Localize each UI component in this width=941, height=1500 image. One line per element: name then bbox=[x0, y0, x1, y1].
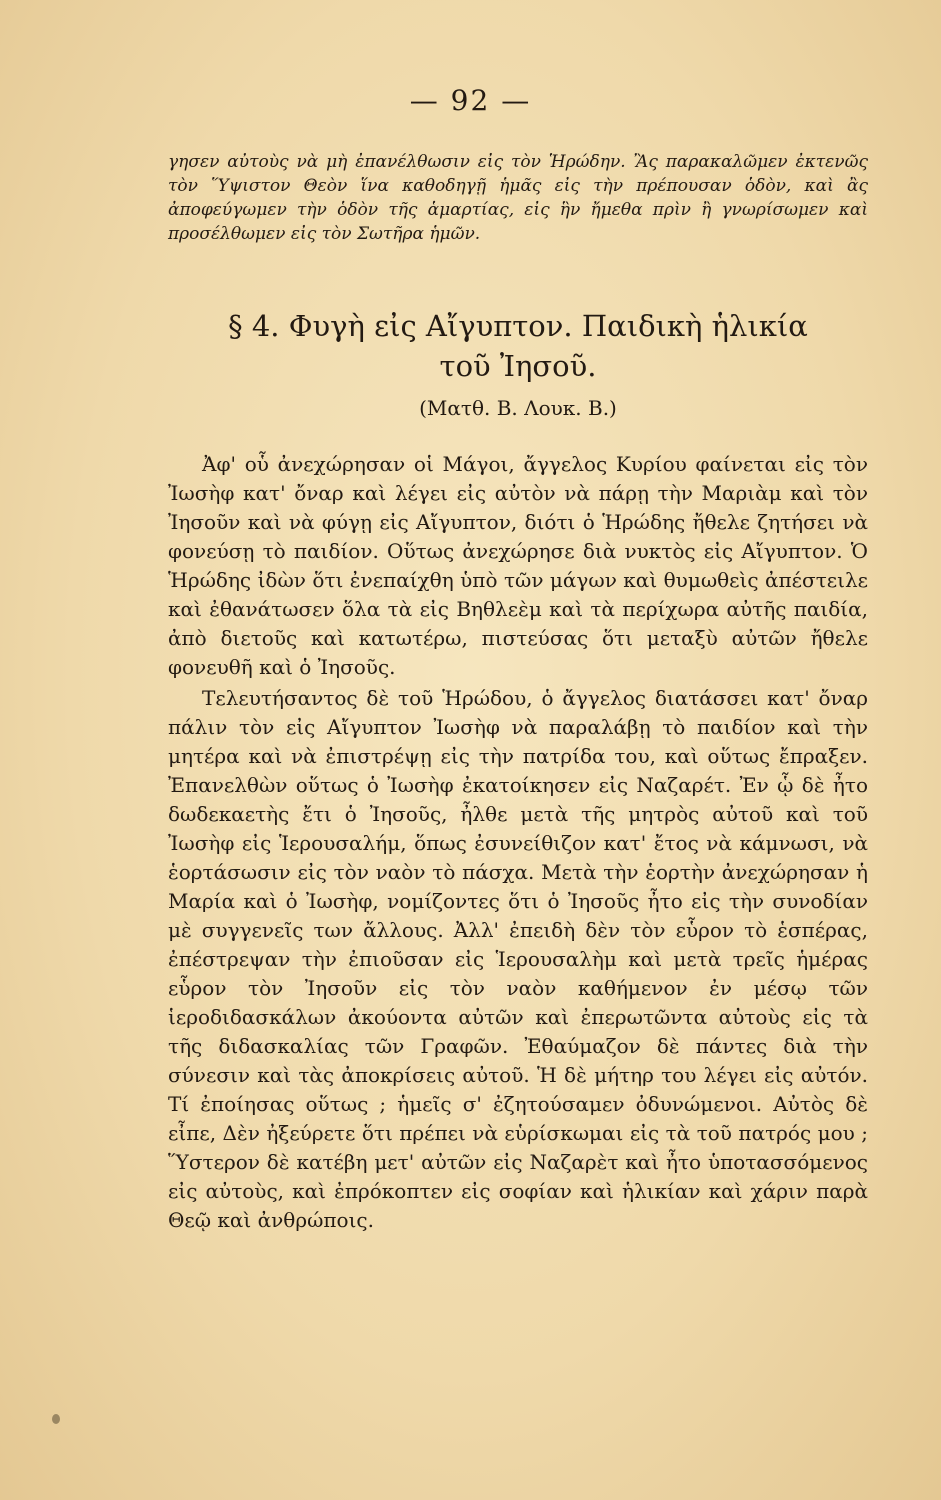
paragraph-1: Ἀφ' οὗ ἀνεχώρησαν οἱ Μάγοι, ἄγγελος Κυρίου φαίνεται εἰς τὸν Ἰωσὴφ κατ' ὄναρ καὶ λέγει εἰς αὐτὸν νὰ πάρῃ τὴν Μαριὰμ καὶ τὸν Ἰησοῦν καὶ νὰ φύγῃ εἰς Αἴγυπτον, διότι ὁ Ἡρώδης ἤθελε ζητήσει νὰ φονεύσῃ τὸ παιδίον. Οὕτως ἀνεχώρησε διὰ νυκτὸς εἰς Αἴγυπτον. Ὁ Ἡρώδης ἰδὼν ὅτι ἐνεπαίχθη ὑπὸ τῶν μάγων καὶ θυμωθεὶς ἀπέστειλε καὶ ἐθανάτωσεν ὅλα τὰ εἰς Βηθλεὲμ καὶ τὰ περίχωρα αὐτῆς παιδία, ἀπὸ διετοῦς καὶ κατωτέρω, πιστεύσας ὅτι μεταξὺ αὐτῶν ἤθελε φονευθῆ καὶ ὁ Ἰησοῦς. bbox=[168, 452, 868, 679]
body-text bbox=[168, 450, 868, 1235]
section-title-line-1: § 4. Φυγὴ εἰς Αἴγυπτον. Παιδικὴ ἡλικία bbox=[228, 309, 808, 343]
section-reference: (Ματθ. Β. Λουκ. Β.) bbox=[419, 396, 617, 420]
page-number: — 92 — bbox=[409, 84, 532, 117]
section-title bbox=[168, 306, 868, 386]
paragraph-2: Τελευτήσαντος δὲ τοῦ Ἡρώδου, ὁ ἄγγελος διατάσσει κατ' ὄναρ πάλιν τὸν εἰς Αἴγυπτον Ἰωσὴφ νὰ παραλάβῃ τὸ παιδίον καὶ τὴν μητέρα καὶ νὰ ἐπιστρέψῃ εἰς τὴν πατρίδα του, καὶ οὕτως ἔπραξεν. Ἐπανελθὼν οὕτως ὁ Ἰωσὴφ ἐκατοίκησεν εἰς Ναζαρέτ. Ἐν ᾧ δὲ ἦτο δωδεκαετὴς ἔτι ὁ Ἰησοῦς, ἦλθε μετὰ τῆς μητρὸς αὐτοῦ καὶ τοῦ Ἰωσὴφ εἰς Ἱερουσαλήμ, ὅπως ἐσυνείθιζον κατ' ἔτος νὰ κάμνωσι, νὰ ἑορτάσωσιν εἰς τὸν ναὸν τὸ πάσχα. Μετὰ τὴν ἑορτὴν ἀνεχώρησαν ἡ Μαρία καὶ ὁ Ἰωσὴφ, νομίζοντες ὅτι ὁ Ἰησοῦς ἦτο εἰς τὴν συνοδίαν μὲ συγγενεῖς των ἄλλους. Ἀλλ' ἐπειδὴ δὲν τὸν εὗρον τὸ ἑσπέρας, ἐπέστρεψαν τὴν ἐπιοῦσαν εἰς Ἱερουσαλὴμ καὶ μετὰ τρεῖς ἡμέρας εὗρον τὸν Ἰησοῦν εἰς τὸν ναὸν καθήμενον ἐν μέσῳ τῶν ἱεροδιδασκάλων ἀκούοντα αὐτῶν καὶ ἐπερωτῶντα αὐτοὺς εἰς τὰ τῆς διδασκαλίας τῶν Γραφῶν. Ἐθαύμαζον δὲ πάντες διὰ τὴν σύνεσιν καὶ τὰς ἀποκρίσεις αὐτοῦ. Ἡ δὲ μήτηρ του λέγει εἰς αὐτόν. Τί ἐποίησας οὕτως ; ἡμεῖς σ' ἐζητούσαμεν ὀδυνώμενοι. Αὐτὸς δὲ εἶπε, Δὲν ἠξεύρετε ὅτι πρέπει νὰ εὑρίσκωμαι εἰς τὰ τοῦ πατρός μου ; Ὕστερον δὲ κατέβη μετ' αὐτῶν εἰς Ναζαρὲτ καὶ ἦτο ὑποτασσόμενος εἰς αὐτοὺς, καὶ ἐπρόκοπτεν εἰς σοφίαν καὶ ἡλικίαν καὶ χάριν παρὰ Θεῷ καὶ ἀνθρώποις. bbox=[168, 686, 868, 1232]
section-title-line-2: τοῦ Ἰησοῦ. bbox=[439, 349, 597, 383]
paper-blemish bbox=[52, 1414, 60, 1424]
intro-paragraph: γησεν αὐτοὺς νὰ μὴ ἐπανέλθωσιν εἰς τὸν Ἡρώδην. Ἂς παρακαλῶμεν ἐκτενῶς τὸν Ὕψιστον Θεὸν ἵνα καθοδηγῇ ἡμᾶς εἰς τὴν πρέπουσαν ὁδὸν, καὶ ἂς ἀποφεύγωμεν τὴν ὁδὸν τῆς ἁμαρτίας, εἰς ἣν ἤμεθα πρὶν ἢ γνωρίσωμεν καὶ προσέλθωμεν εἰς τὸν Σωτῆρα ἡμῶν. bbox=[168, 152, 868, 244]
